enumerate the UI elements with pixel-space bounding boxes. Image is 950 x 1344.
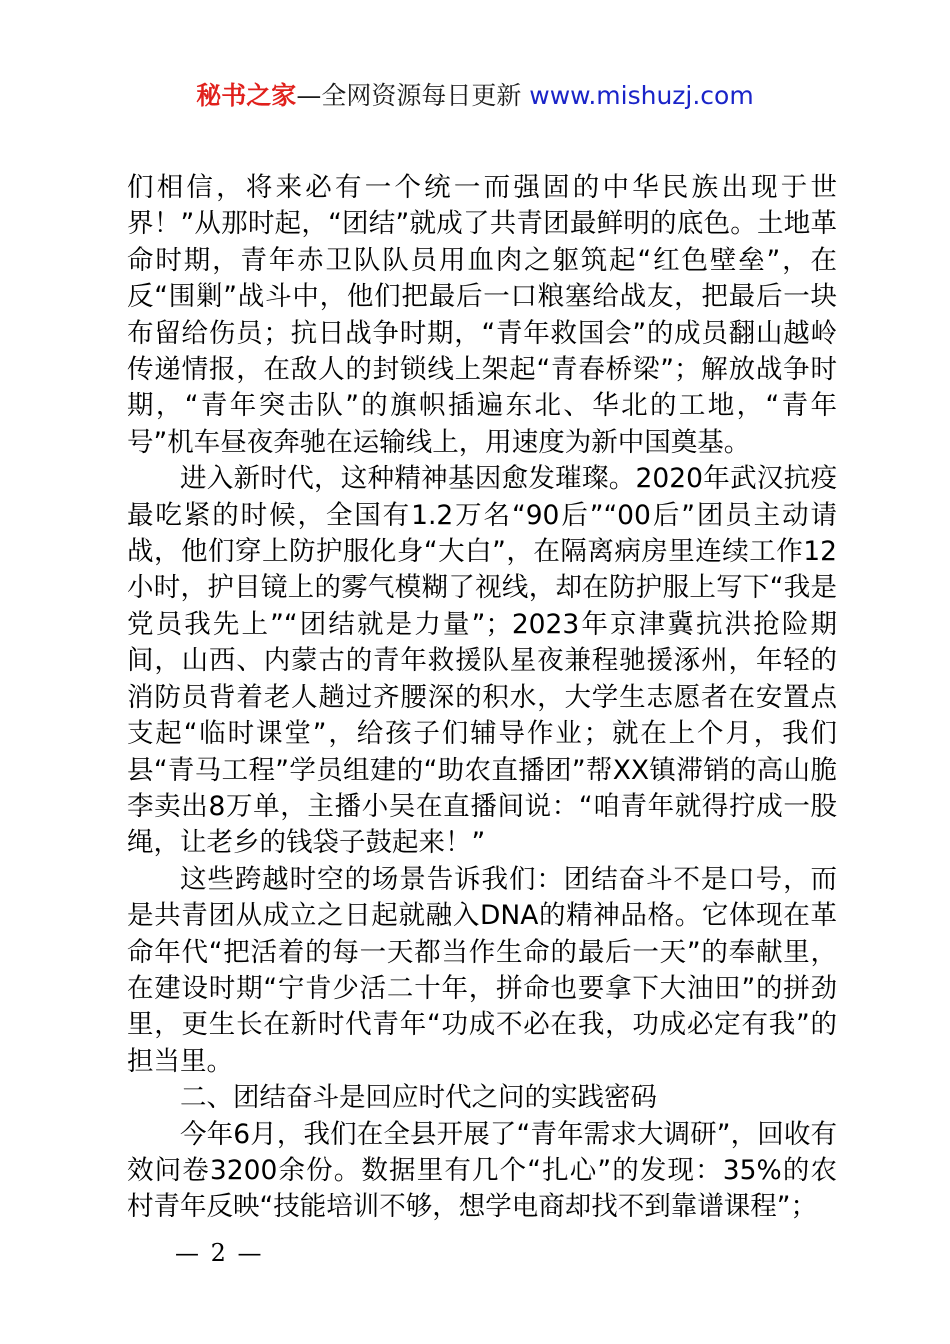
site-url-link[interactable]: www.mishuzj.com [529, 81, 754, 110]
site-header [0, 78, 950, 114]
paragraph-3: 这些跨越时空的场景告诉我们：团结奋斗不是口号，而是共青团从成立之日起就融入DNA的精神品格。它体现在革命年代“把活着的每一天都当作生命的最后一天”的奉献里，在建设时期“宁肯少活二十年，拼命也要拿下大油田”的拼劲里，更生长在新时代青年“功成不必在我，功成必定有我”的担当里。 [127, 863, 837, 1077]
paragraph-1: 们相信，将来必有一个统一而强固的中华民族出现于世界！”从那时起，“团结”就成了共青团最鲜明的底色。土地革命时期，青年赤卫队队员用血肉之躯筑起“红色壁垒”，在反“围剿”战斗中，他们把最后一口粮塞给战友，把最后一块布留给伤员；抗日战争时期，“青年救国会”的成员翻山越岭传递情报，在敌人的封锁线上架起“青春桥梁”；解放战争时期，“青年突击队”的旗帜插遍东北、华北的工地，“青年号”机车昼夜奔驰在运输线上，用速度为新中国奠基。 [127, 172, 837, 458]
page-number: — 2 — [175, 1239, 264, 1267]
paragraph-4: 今年6月，我们在全县开展了“青年需求大调研”，回收有效问卷3200余份。数据里有几个“扎心”的发现：35%的农村青年反映“技能培训不够，想学电商却找不到靠谱课程”； [127, 1118, 837, 1223]
site-tagline: —全网资源每日更新 [296, 81, 522, 110]
site-brand: 秘书之家 [196, 81, 297, 110]
section-heading: 二、团结奋斗是回应时代之问的实践密码 [180, 1082, 657, 1114]
paragraph-2: 进入新时代，这种精神基因愈发璀璨。2020年武汉抗疫最吃紧的时候，全国有1.2万名“90后”“00后”团员主动请战，他们穿上防护服化身“大白”，在隔离病房里连续工作12小时，护目镜上的雾气模糊了视线，却在防护服上写下“我是党员我先上”“团结就是力量”；2023年京津冀抗洪抢险期间，山西、内蒙古的青年救援队星夜兼程驰援涿州，年轻的消防员背着老人趟过齐腰深的积水，大学生志愿者在安置点支起“临时课堂”，给孩子们辅导作业；就在上个月，我们县“青马工程”学员组建的“助农直播团”帮XX镇滞销的高山脆李卖出8万单，主播小吴在直播间说：“咱青年就得拧成一股绳，让老乡的钱袋子鼓起来！” [127, 463, 837, 859]
document-body [127, 170, 837, 1226]
